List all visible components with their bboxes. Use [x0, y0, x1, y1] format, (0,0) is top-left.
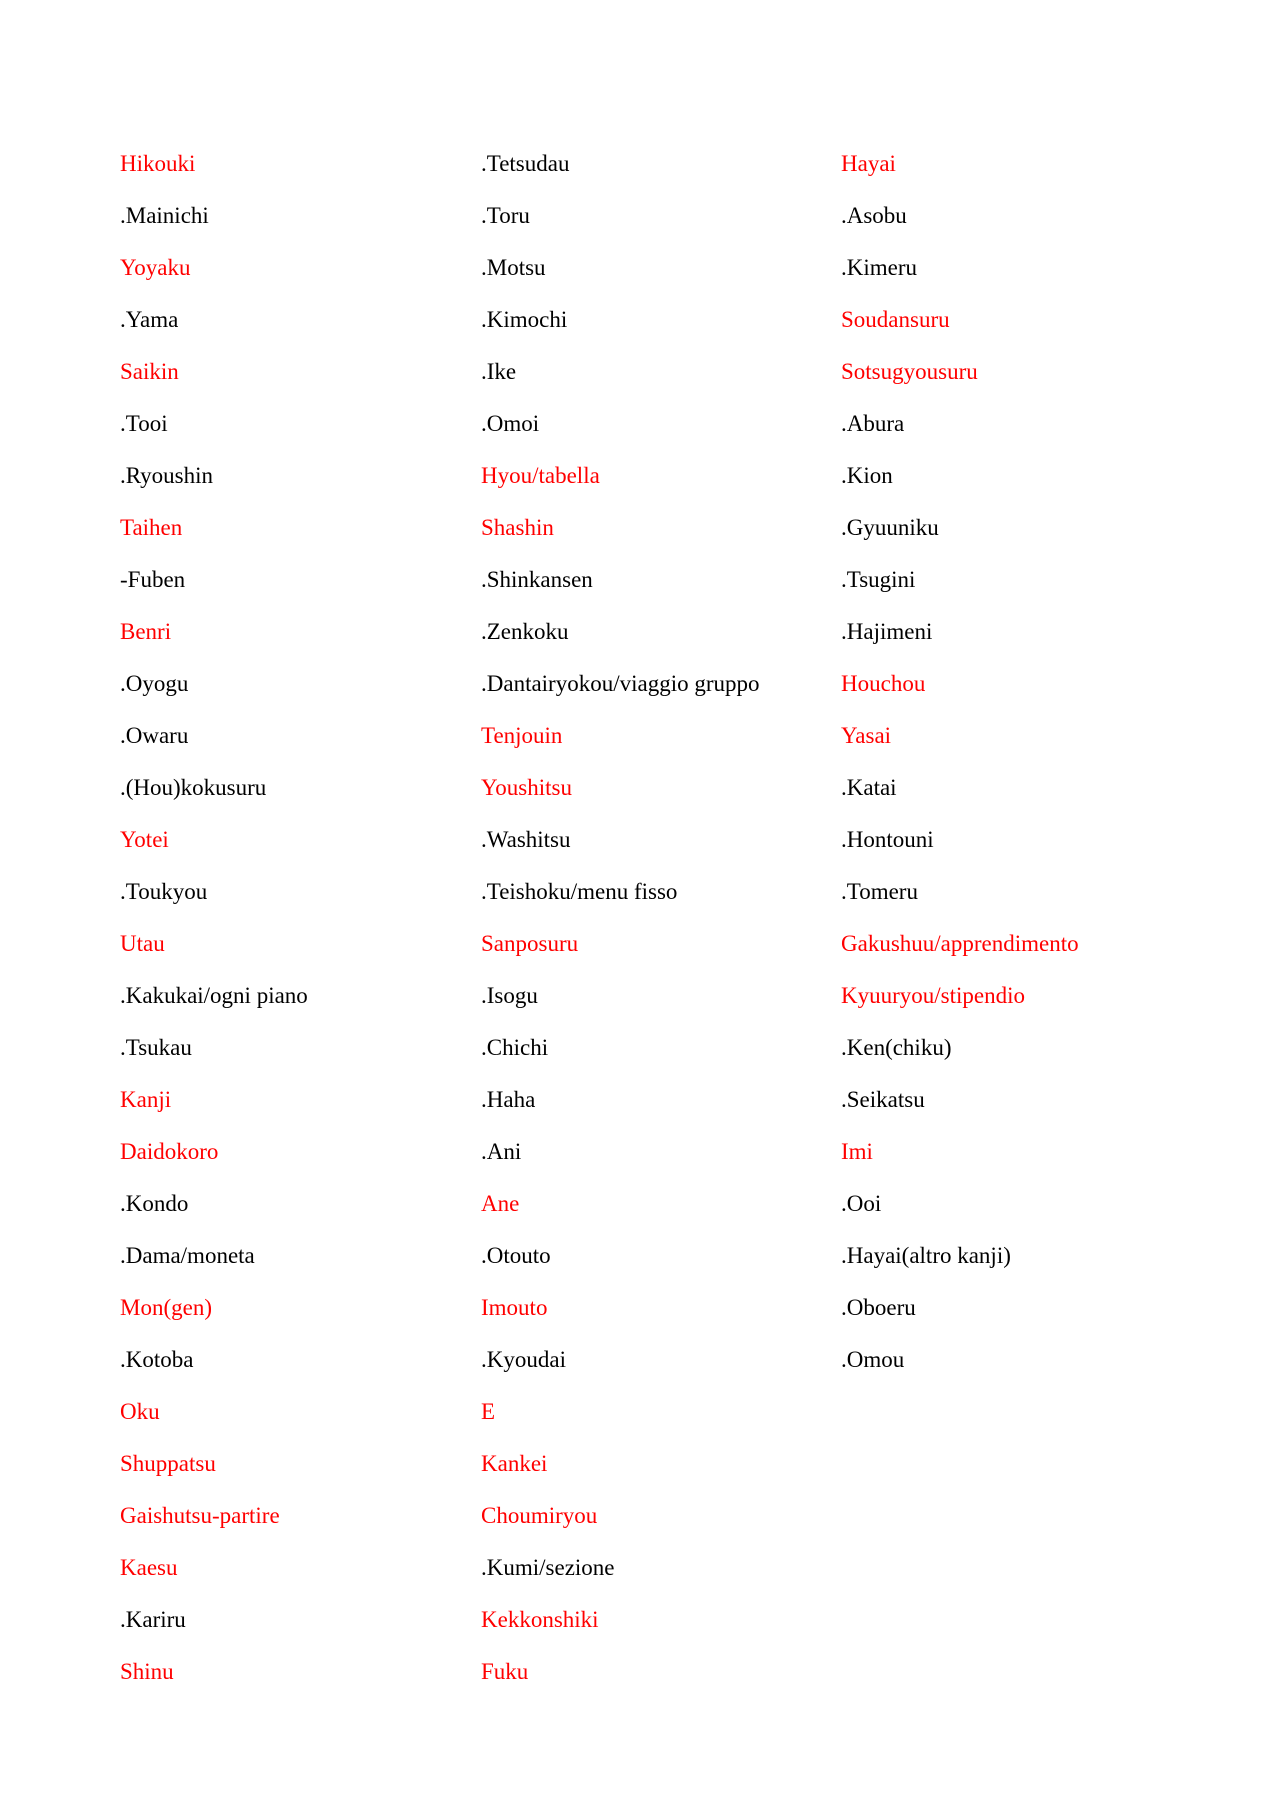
- word-item: .Omoi: [481, 411, 540, 436]
- word-item: Yoyaku: [120, 255, 191, 280]
- word-item: .Kotoba: [120, 1347, 194, 1372]
- word-item: .Yama: [120, 307, 179, 332]
- word-item: .Hontouni: [841, 827, 934, 852]
- word-item: .Owaru: [120, 723, 189, 748]
- word-item: .Katai: [841, 775, 897, 800]
- word-item: E: [481, 1399, 496, 1424]
- word-item: Hikouki: [120, 151, 196, 176]
- word-item: .Haha: [481, 1087, 536, 1112]
- word-item: Shuppatsu: [120, 1451, 216, 1476]
- word-item: .Isogu: [481, 983, 538, 1008]
- word-item: Kekkonshiki: [481, 1607, 599, 1632]
- word-item: .Gyuuniku: [841, 515, 939, 540]
- word-item: .Tetsudau: [481, 151, 570, 176]
- word-item: .Ani: [481, 1139, 522, 1164]
- word-item: Kanji: [120, 1087, 172, 1112]
- word-item: .Ken(chiku): [841, 1035, 952, 1060]
- word-item: .Dantairyokou/viaggio gruppo: [481, 671, 760, 696]
- word-item: Kyuuryou/stipendio: [841, 983, 1025, 1008]
- word-item: -Fuben: [120, 567, 186, 592]
- word-item: .Tsugini: [841, 567, 916, 592]
- word-item: .Kimeru: [841, 255, 918, 280]
- word-item: .Omou: [841, 1347, 905, 1372]
- word-item: .Toru: [481, 203, 530, 228]
- word-item: .Zenkoku: [481, 619, 569, 644]
- word-item: Houchou: [841, 671, 926, 696]
- word-item: .Kondo: [120, 1191, 189, 1216]
- word-item: Gaishutsu-partire: [120, 1503, 280, 1528]
- word-item: .Mainichi: [120, 203, 209, 228]
- word-item: .Washitsu: [481, 827, 571, 852]
- word-item: Yotei: [120, 827, 169, 852]
- word-item: Yasai: [841, 723, 892, 748]
- word-item: Imi: [841, 1139, 873, 1164]
- word-item: .Shinkansen: [481, 567, 593, 592]
- word-item: Fuku: [481, 1659, 529, 1684]
- word-item: Imouto: [481, 1295, 548, 1320]
- word-item: Soudansuru: [841, 307, 950, 332]
- word-item: .Asobu: [841, 203, 907, 228]
- word-item: Taihen: [120, 515, 183, 540]
- word-item: .Kakukai/ogni piano: [120, 983, 308, 1008]
- word-item: .Otouto: [481, 1243, 551, 1268]
- word-item: .Motsu: [481, 255, 546, 280]
- word-item: .Tooi: [120, 411, 168, 436]
- word-item: .Teishoku/menu fisso: [481, 879, 678, 904]
- word-item: .Kyoudai: [481, 1347, 566, 1372]
- word-item: Shinu: [120, 1659, 174, 1684]
- word-item: Gakushuu/apprendimento: [841, 931, 1079, 956]
- word-item: Oku: [120, 1399, 160, 1424]
- word-item: .Hajimeni: [841, 619, 933, 644]
- word-item: Mon(gen): [120, 1295, 212, 1320]
- word-item: Kaesu: [120, 1555, 178, 1580]
- word-item: Tenjouin: [481, 723, 563, 748]
- word-item: Sotsugyousuru: [841, 359, 978, 384]
- word-item: .Kariru: [120, 1607, 186, 1632]
- word-item: Hyou/tabella: [481, 463, 600, 488]
- word-item: .Ooi: [841, 1191, 882, 1216]
- word-item: Ane: [481, 1191, 520, 1216]
- word-item: Choumiryou: [481, 1503, 598, 1528]
- word-item: .Chichi: [481, 1035, 549, 1060]
- word-item: .Abura: [841, 411, 905, 436]
- word-item: Saikin: [120, 359, 179, 384]
- word-item: .Ryoushin: [120, 463, 214, 488]
- word-item: Hayai: [841, 151, 896, 176]
- word-item: .Ike: [481, 359, 517, 384]
- word-item: .Kumi/sezione: [481, 1555, 615, 1580]
- word-item: .Tsukau: [120, 1035, 192, 1060]
- word-item: .Tomeru: [841, 879, 918, 904]
- word-item: .Oboeru: [841, 1295, 916, 1320]
- word-item: .Kion: [841, 463, 893, 488]
- word-item: Daidokoro: [120, 1139, 219, 1164]
- word-column-1: [120, 148, 460, 1708]
- word-item: Youshitsu: [481, 775, 572, 800]
- word-item: Utau: [120, 931, 165, 956]
- word-item: Kankei: [481, 1451, 548, 1476]
- word-column-3: [841, 148, 1181, 1396]
- word-item: .Dama/moneta: [120, 1243, 255, 1268]
- word-item: Benri: [120, 619, 172, 644]
- word-item: Shashin: [481, 515, 554, 540]
- word-item: .Kimochi: [481, 307, 568, 332]
- word-item: .Hayai(altro kanji): [841, 1243, 1011, 1268]
- word-column-2: [481, 148, 821, 1708]
- word-item: .Seikatsu: [841, 1087, 925, 1112]
- word-item: Sanposuru: [481, 931, 579, 956]
- word-item: .Oyogu: [120, 671, 189, 696]
- word-item: .Toukyou: [120, 879, 208, 904]
- word-item: .(Hou)kokusuru: [120, 775, 267, 800]
